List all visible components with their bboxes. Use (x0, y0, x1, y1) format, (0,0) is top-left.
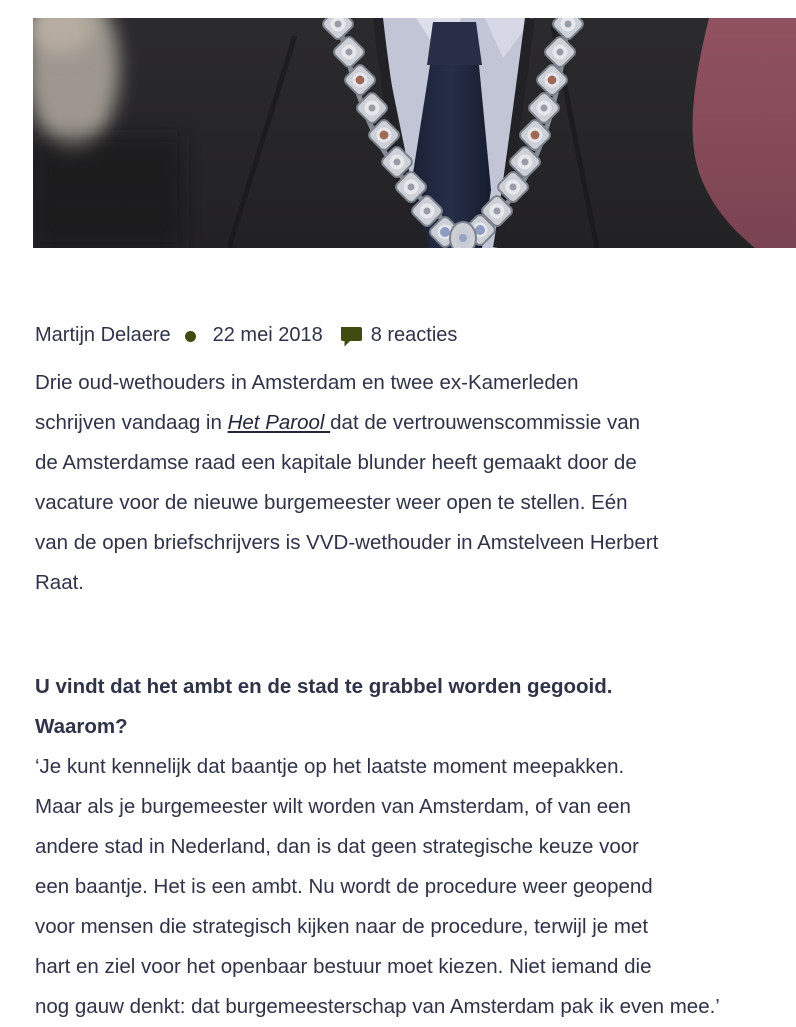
interview-question-line: U vindt dat het ambt en de stad te grabbel worden gegooid. (35, 675, 613, 698)
publish-date: 22 mei 2018 (212, 324, 323, 346)
interview-question-line: Waarom? (35, 715, 128, 738)
text-line: Maar als je burgemeester wilt worden van Amsterdam, of van een (35, 795, 631, 818)
hero-photo-svg (33, 18, 796, 248)
text-line (35, 403, 761, 443)
text-line: Drie oud-wethouders in Amsterdam en twee ex-Kamerleden (35, 371, 579, 394)
text-line: Raat. (35, 571, 84, 594)
article-body (35, 363, 761, 1027)
het-parool-link[interactable]: Het Parool (227, 411, 331, 434)
text-line: de Amsterdamse raad een kapitale blunder heeft gemaakt door de (35, 451, 637, 474)
text-line: van de open briefschrijvers is VVD-wethouder in Amstelveen Herbert (35, 531, 659, 554)
text-line: andere stad in Nederland, dan is dat geen strategische keuze voor (35, 835, 639, 858)
article-page (0, 18, 796, 1027)
text-line: voor mensen die strategisch kijken naar de procedure, terwijl je met (35, 915, 649, 938)
comments-icon (339, 326, 363, 347)
paragraph-interview (35, 667, 761, 1027)
text-line: ‘Je kunt kennelijk dat baantje op het laatste moment meepakken. (35, 755, 625, 778)
text-line: een baantje. Het is een ambt. Nu wordt de procedure weer geopend (35, 875, 653, 898)
text-line: nog gauw denkt: dat burgemeesterschap van Amsterdam pak ik even mee.’ (35, 995, 720, 1018)
article-hero-image (33, 18, 796, 248)
author-link[interactable]: Martijn Delaere (35, 324, 171, 346)
comments-count-link[interactable]: 8 reacties (370, 324, 458, 346)
article-meta (35, 322, 761, 348)
text-line: vacature voor de nieuwe burgemeester weer open te stellen. Eén (35, 491, 628, 514)
text-line: hart en ziel voor het openbaar bestuur moet kiezen. Niet iemand die (35, 955, 652, 978)
paragraph-intro (35, 363, 761, 603)
chain-pendant (450, 222, 476, 248)
text-segment: schrijven vandaag in (35, 411, 228, 434)
bullet-separator-icon (185, 331, 196, 342)
text-segment: dat de vertrouwenscommissie van (330, 411, 641, 434)
